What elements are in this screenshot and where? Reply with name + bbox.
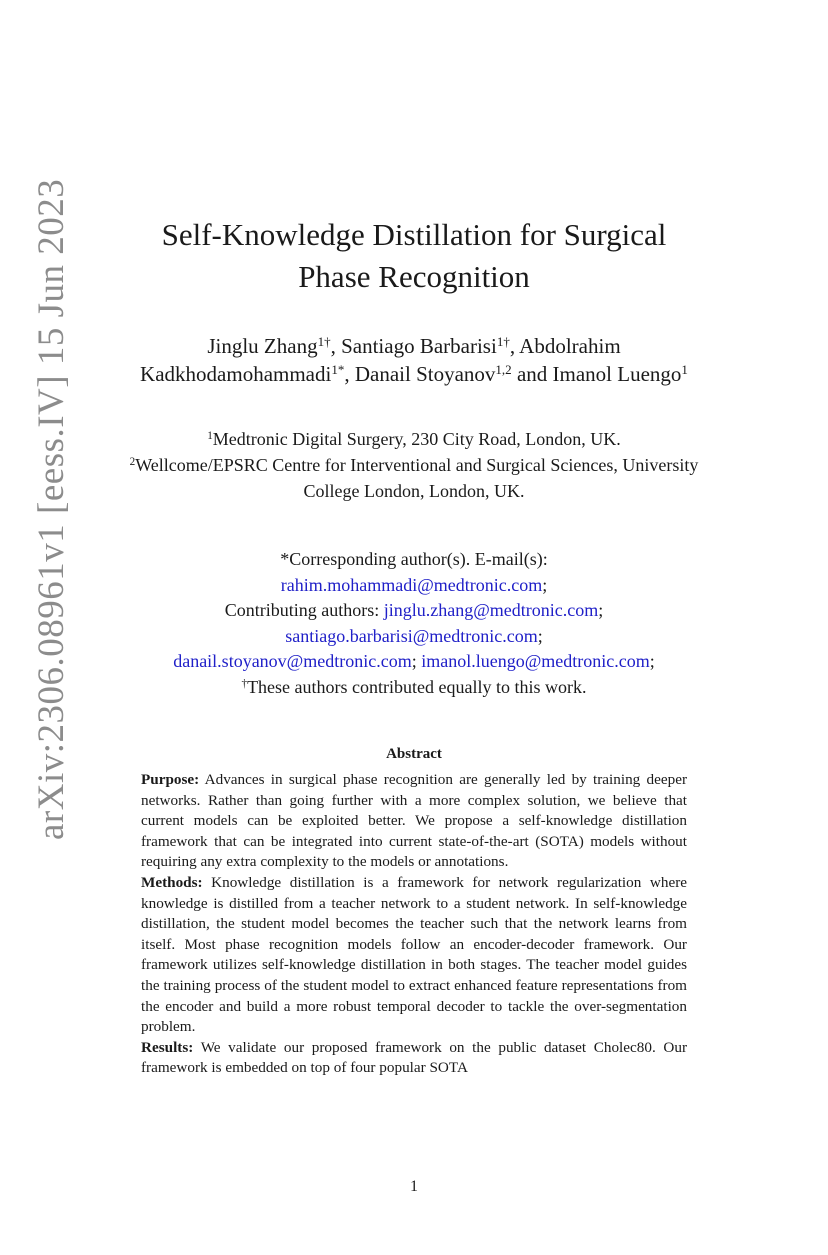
author-affiliation-marker: 1†: [317, 333, 331, 349]
equal-contribution-note: These authors contributed equally to this work.: [247, 676, 587, 697]
paper-title-line-2: Phase Recognition: [298, 259, 530, 294]
abstract-methods-text: Knowledge distillation is a framework for network regularization where knowledge is distilled from a teacher network to a student network. In self-knowledge distillation, the student model becomes the teacher such that the network learns from itself. Most phase recognition models follow an encoder-decoder framework. Our framework utilizes self-knowledge distillation in both stages. The teacher model guides the training process of the student model to extract enhanced feature representations from the encoder and build a more robust temporal decoder to tackle the over-segmentation problem.: [141, 873, 687, 1036]
page-number: 1: [410, 1178, 418, 1195]
abstract-results-label: Results:: [141, 1038, 194, 1056]
affiliation-item: [110, 426, 718, 452]
abstract-results-text: We validate our proposed framework on the public dataset Cholec80. Our framework is embedded on top of four popular SOTA: [141, 1038, 688, 1077]
affiliation-item: [110, 452, 718, 504]
abstract-body: [141, 770, 687, 1079]
abstract-heading: Abstract: [386, 746, 442, 762]
affiliation-list: [110, 426, 718, 504]
author-affiliation-marker: 1*: [331, 361, 345, 377]
author-name: Jinglu Zhang: [207, 334, 318, 358]
corresponding-author-label: *Corresponding author(s). E-mail(s):: [280, 549, 548, 569]
author-separator: ,: [344, 362, 355, 386]
abstract-methods: [141, 873, 687, 1038]
affiliation-text: Medtronic Digital Surgery, 230 City Road, London, UK.: [212, 429, 621, 449]
equal-contribution-marker: †: [241, 677, 248, 690]
author-list: [110, 332, 718, 388]
author-separator: ,: [509, 334, 520, 358]
abstract-methods-label: Methods:: [141, 873, 203, 891]
affiliation-text: Wellcome/EPSRC Centre for Interventional and Surgical Sciences, University College London, London, UK.: [135, 455, 699, 501]
abstract-purpose-text: Advances in surgical phase recognition are generally led by training deeper networks. Rather than going further with a more complex solution, we believe that current models can be exploited better. We propose a self-knowledge distillation framework that can be integrated into current state-of-the-art (SOTA) models without requiring any extra complexity to the models or annotations.: [141, 771, 688, 871]
affiliation-marker: 1: [207, 429, 213, 442]
author-name: Abdolrahim Kadkhodamohammadi: [140, 334, 621, 386]
author-name: Danail Stoyanov: [354, 362, 496, 386]
abstract-purpose: [141, 770, 687, 873]
contributing-authors-label: Contributing authors:: [224, 600, 380, 621]
contributing-email-link[interactable]: santiago.barbarisi@medtronic.com: [285, 625, 538, 646]
abstract-results: [141, 1038, 687, 1079]
paper-title: [100, 214, 728, 298]
contributing-email-link[interactable]: danail.stoyanov@medtronic.com: [173, 651, 412, 672]
author-name: Imanol Luengo: [552, 362, 682, 386]
author-affiliation-marker: 1: [681, 361, 688, 377]
contributing-email-link[interactable]: jinglu.zhang@medtronic.com: [383, 600, 599, 621]
author-affiliation-marker: 1,2: [495, 361, 512, 377]
author-affiliation-marker: 1†: [496, 333, 510, 349]
abstract-purpose-label: Purpose:: [141, 771, 200, 788]
contributing-email-link[interactable]: imanol.luengo@medtronic.com: [421, 651, 650, 672]
paper-title-line-1: Self-Knowledge Distillation for Surgical: [161, 217, 667, 252]
author-separator: ,: [330, 334, 342, 358]
corresponding-email-link[interactable]: rahim.mohammadi@medtronic.com: [280, 574, 543, 595]
author-separator: and: [511, 362, 553, 386]
arxiv-identifier-stamp: arXiv:2306.08961v1 [eess.IV] 15 Jun 2023: [31, 178, 72, 840]
affiliation-marker: 2: [129, 455, 136, 468]
author-name: Santiago Barbarisi: [341, 334, 497, 358]
contact-block: *Corresponding author(s). E-mail(s): rahim.mohammadi@medtronic.com; Contributing authors: jinglu.zhang@medtronic.com; santiago.barbarisi@medtronic.com; danail.stoyanov@medtronic.com; imanol.luengo@medtronic.com; †These authors contributed equally to this work.: [80, 547, 748, 701]
